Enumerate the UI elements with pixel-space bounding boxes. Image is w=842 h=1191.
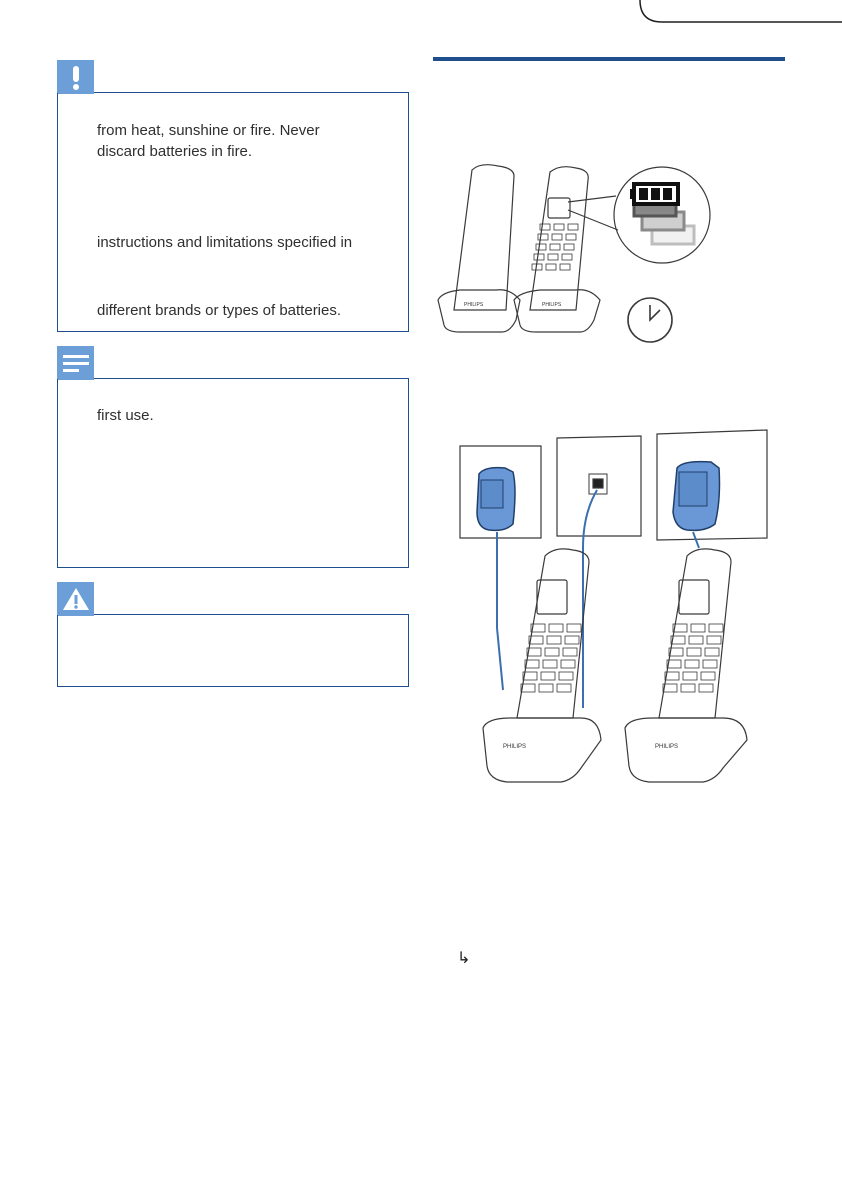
warning-triangle-icon <box>57 582 94 616</box>
exclamation-icon <box>57 60 94 94</box>
brand-label-front: PHILIPS <box>542 302 562 308</box>
note-lines-icon <box>57 346 94 380</box>
warning-box <box>57 615 409 687</box>
note-line-1: first use. <box>97 407 154 424</box>
result-arrow-icon: ↳ <box>457 950 471 967</box>
caution-line-4: different brands or types of batteries. <box>97 302 342 319</box>
charging-illustration-top <box>430 160 730 345</box>
section-rule <box>433 57 785 61</box>
brand-label-back: PHILIPS <box>464 302 484 308</box>
charging-illustration-bottom <box>455 428 775 793</box>
caution-line-2: discard batteries in fire. <box>97 143 253 160</box>
caution-line-1: from heat, sunshine or fire. Never <box>97 122 320 139</box>
page-corner-curve <box>0 0 842 30</box>
brand-label-left: PHILIPS <box>503 744 527 750</box>
brand-label-right: PHILIPS <box>655 744 679 750</box>
caution-line-3: instructions and limitations specified in <box>97 234 353 251</box>
battery-icon <box>630 184 694 244</box>
power-adapter-icon <box>477 462 720 531</box>
